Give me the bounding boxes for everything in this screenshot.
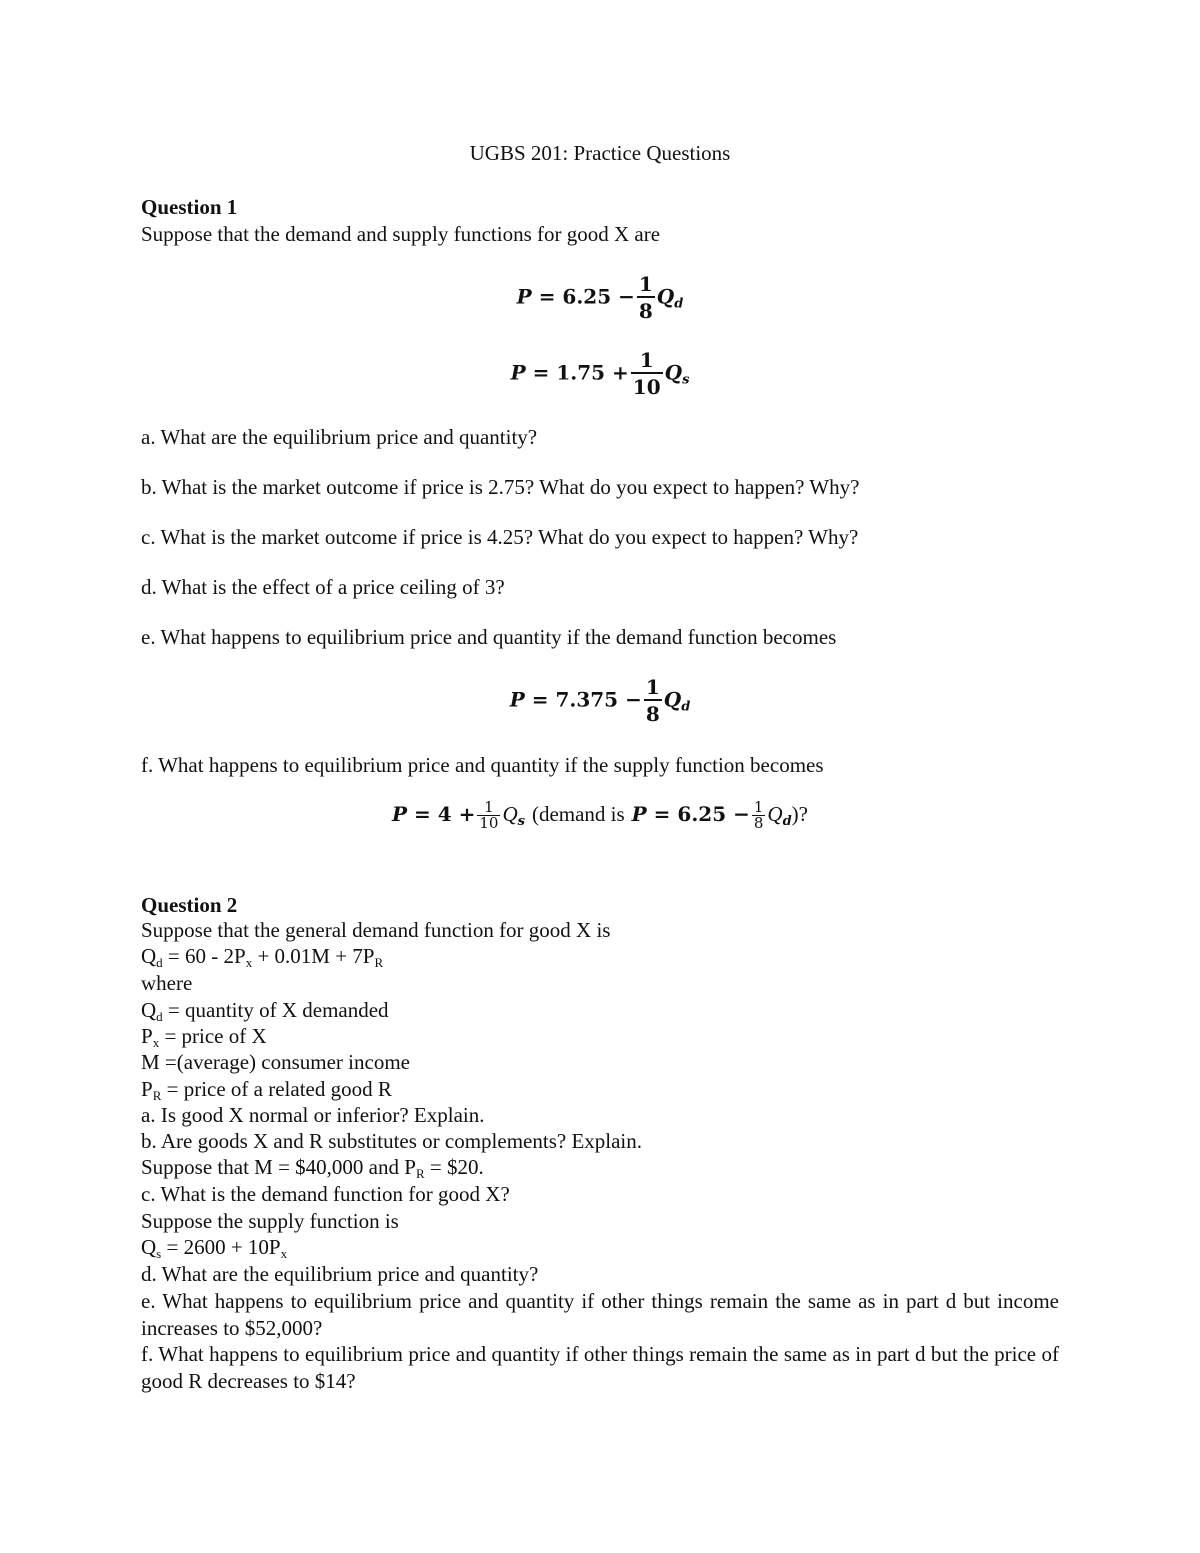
- q2-part-a: a. Is good X normal or inferior? Explain.: [141, 1103, 485, 1127]
- q2-part-f: f. What happens to equilibrium price and quantity if other things remain the same as in part d but the price of good R decreases to $14?: [141, 1342, 1059, 1393]
- general-demand-function: $Q_d = 60 - 2P_x + 0.01M + 7P_R$: [141, 944, 384, 970]
- demand-fraction: $\frac{1}{8}$: [638, 272, 653, 323]
- definition-pr: $P_R$ = price of a related good R: [141, 1077, 392, 1103]
- q1-part-b: b. What is the market outcome if price is 2.75? What do you expect to happen? Why?: [141, 475, 860, 499]
- supply-fraction: $\frac{1}{10}$: [632, 348, 661, 399]
- q2-part-c: c. What is the demand function for good X?: [141, 1182, 510, 1206]
- question-2-heading: Question 2: [141, 893, 238, 917]
- q2-part-d: d. What are the equilibrium price and quantity?: [141, 1262, 539, 1286]
- where-label: where: [141, 971, 193, 995]
- supply-equation: P = 1.75 + $\frac{1}{10}$ $Q_s$: [510, 348, 690, 399]
- new-demand-equation: P = 7.375 − $\frac{1}{8}$ $Q_d$: [509, 675, 691, 726]
- q1-part-e: e. What happens to equilibrium price and quantity if the demand function becomes: [141, 625, 837, 649]
- new-supply-equation: P = 4 + $\frac{1}{10}$ $Q_s$ (demand is P = 6.25 − $\frac{1}{8}$ $Q_d$)?: [391, 798, 808, 832]
- q2-part-b: b. Are goods X and R substitutes or complements? Explain.: [141, 1129, 643, 1153]
- supply-function: $Q_s = 2600 + 10P_x$: [141, 1235, 288, 1261]
- q1-part-d: d. What is the effect of a price ceiling of 3?: [141, 575, 505, 599]
- definition-qd: $Q_d$ = quantity of X demanded: [141, 998, 389, 1024]
- q2-part-e: e. What happens to equilibrium price and quantity if other things remain the same as in part d but income increases to $52,000?: [141, 1289, 1059, 1340]
- q1-part-a: a. What are the equilibrium price and quantity?: [141, 425, 538, 449]
- demand-equation: P = 6.25 − $\frac{1}{8}$ $Q_d$: [516, 272, 684, 323]
- document-title: UGBS 201: Practice Questions: [469, 141, 731, 165]
- q2-supply-intro: Suppose the supply function is: [141, 1209, 399, 1233]
- question-1-intro: Suppose that the demand and supply functions for good X are: [141, 222, 661, 246]
- reference-demand-fraction: $\frac{1}{8}$: [753, 798, 764, 832]
- q1-part-c: c. What is the market outcome if price is 4.25? What do you expect to happen? Why?: [141, 525, 859, 549]
- q2-assumption-income: Suppose that M = $40,000 and $P_R$ = $20.: [141, 1155, 484, 1181]
- definition-px: $P_x$ = price of X: [141, 1024, 267, 1050]
- new-supply-fraction: $\frac{1}{10}$: [479, 798, 499, 832]
- new-demand-fraction: $\frac{1}{8}$: [645, 675, 660, 726]
- q1-part-f: f. What happens to equilibrium price and quantity if the supply function becomes: [141, 753, 824, 777]
- question-1-heading: Question 1: [141, 195, 238, 219]
- question-2-intro: Suppose that the general demand function for good X is: [141, 918, 611, 942]
- definition-m: M =(average) consumer income: [141, 1050, 410, 1074]
